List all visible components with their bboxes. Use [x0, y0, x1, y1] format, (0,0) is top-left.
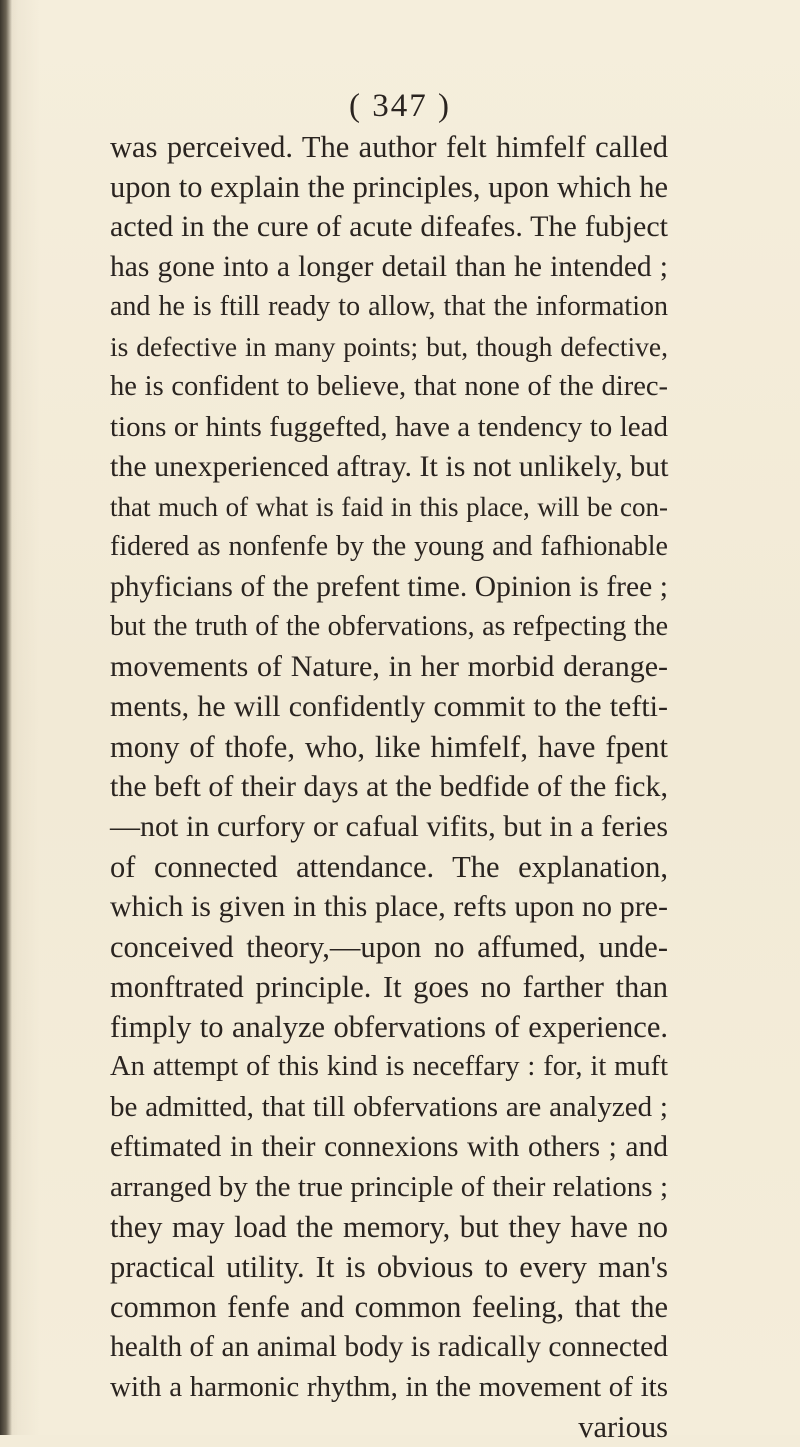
text-line: —not in curfory or cafual vifits, but in a feries — [110, 810, 668, 843]
text-line: upon to explain the principles, upon which he — [110, 170, 668, 204]
text-line: fimply to analyze obfervations of experience. — [110, 1010, 668, 1044]
text-line: practical utility. It is obvious to every man's — [110, 1250, 668, 1284]
text-line: but the truth of the obfervations, as refpecting the — [110, 611, 668, 642]
text-line: movements of Nature, in her morbid derange- — [110, 650, 668, 683]
text-line: the beft of their days at the bedfide of the fick, — [110, 770, 668, 803]
page-binding-edge — [0, 0, 12, 1435]
text-line: acted in the cure of acute difeafes. The fubject — [110, 210, 668, 243]
text-line: they may load the memory, but they have no — [110, 1210, 668, 1244]
page-number: ( 347 ) — [349, 88, 451, 124]
catchword: various — [578, 1410, 668, 1444]
text-line: monftrated principle. It goes no farther than — [110, 970, 668, 1004]
text-line: tions or hints fuggefted, have a tendency to lead — [110, 411, 668, 443]
text-line: has gone into a longer detail than he intended ; — [110, 251, 668, 283]
text-line: mony of thofe, who, like himfelf, have fpent — [110, 730, 668, 764]
text-line: conceived theory,—upon no affumed, unde- — [110, 930, 668, 964]
text-line: be admitted, that till obfervations are analyzed ; — [110, 1091, 668, 1123]
body-text — [110, 127, 668, 1447]
text-line: arranged by the true principle of their relations ; — [110, 1171, 668, 1203]
text-line: fidered as nonfenfe by the young and fafhionable — [110, 531, 668, 562]
text-line: which is given in this place, refts upon no pre- — [110, 890, 668, 923]
text-line: health of an animal body is radically connected — [110, 1331, 668, 1363]
text-line: and he is ftill ready to allow, that the information — [110, 291, 668, 322]
text-line: the unexperienced aftray. It is not unlikely, but — [110, 450, 669, 483]
text-line: that much of what is faid in this place, will be con- — [110, 492, 668, 522]
text-line: An attempt of this kind is neceffary : for, it muft — [110, 1051, 668, 1082]
text-line: phyficians of the prefent time. Opinion is free ; — [110, 571, 668, 603]
text-line: was perceived. The author felt himfelf called — [110, 130, 668, 164]
text-line: ments, he will confidently commit to the tefti- — [110, 690, 668, 723]
text-line: eftimated in their connexions with others ; and — [110, 1131, 668, 1163]
text-line: common fenfe and common feeling, that the — [110, 1290, 668, 1324]
text-line: of connected attendance. The explanation, — [110, 850, 668, 884]
text-line: he is confident to believe, that none of the direc- — [110, 371, 668, 402]
text-line: is defective in many points; but, though defective, — [110, 331, 668, 362]
text-line: with a harmonic rhythm, in the movement of its — [110, 1371, 668, 1403]
